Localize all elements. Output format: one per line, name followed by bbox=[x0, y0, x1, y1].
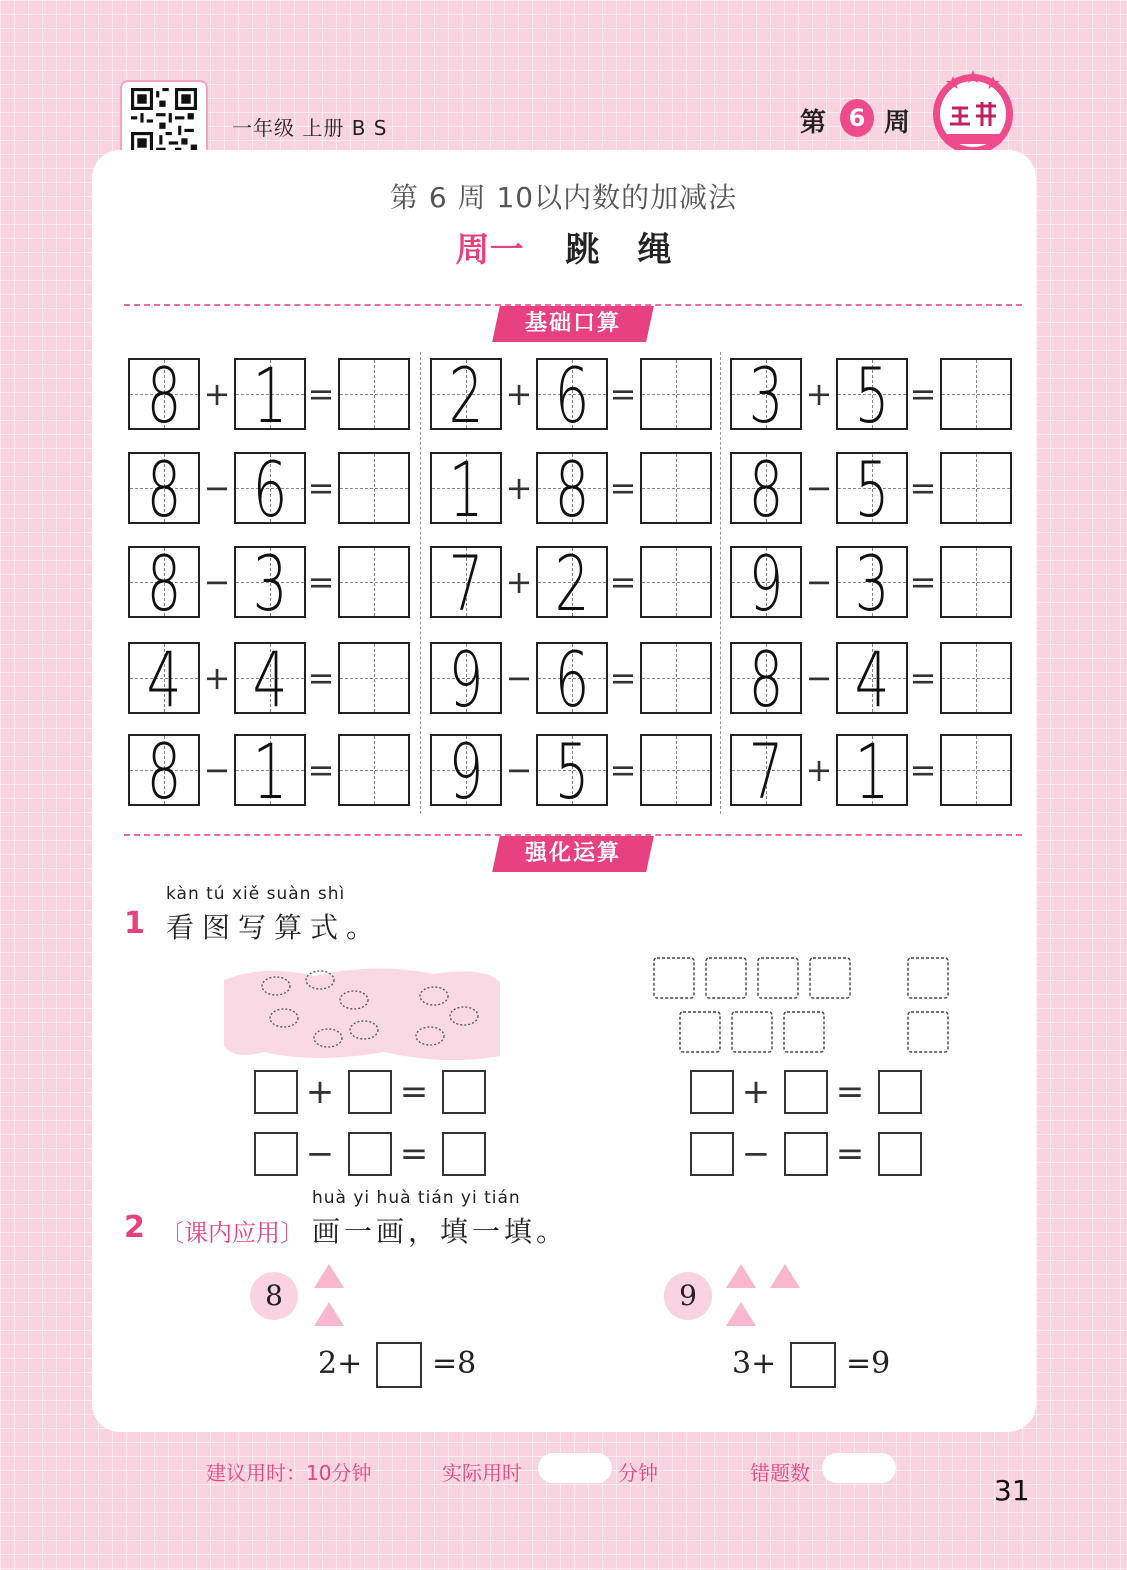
operand-digit: 6 bbox=[554, 635, 590, 724]
equals-sign: = bbox=[909, 563, 937, 601]
operand-digit: 6 bbox=[252, 445, 288, 534]
operand-digit: 5 bbox=[854, 351, 890, 440]
operand-box bbox=[836, 351, 908, 440]
actual-time-input[interactable] bbox=[538, 1453, 612, 1483]
suggested-time: 建议用时：10分钟 bbox=[206, 1461, 372, 1485]
operand-box bbox=[234, 539, 306, 628]
operand-digit: 3 bbox=[748, 351, 784, 440]
operator-sign: + bbox=[805, 751, 833, 789]
operand-digit: 2 bbox=[448, 351, 484, 440]
operand-box bbox=[430, 351, 502, 440]
grade-label: 一年级 上册 B S bbox=[232, 116, 388, 140]
week-number-badge: 6 bbox=[840, 99, 874, 137]
operand-digit: 4 bbox=[146, 635, 182, 724]
error-count-input[interactable] bbox=[822, 1453, 896, 1483]
operator-sign: + bbox=[203, 659, 231, 697]
week-prefix: 第 bbox=[800, 108, 827, 138]
operand-box bbox=[128, 351, 200, 440]
operand-box bbox=[128, 635, 200, 724]
operand-digit: 5 bbox=[554, 727, 590, 816]
operand-digit: 8 bbox=[146, 445, 182, 534]
equals-sign: = bbox=[307, 469, 335, 507]
operand-box bbox=[836, 727, 908, 816]
triangle-icon bbox=[314, 1302, 344, 1326]
q1-number: 1 bbox=[124, 906, 145, 941]
operand-digit: 1 bbox=[252, 727, 288, 816]
operand-digit: 1 bbox=[252, 351, 288, 440]
q2-left-eq-start: 2+ bbox=[318, 1346, 363, 1381]
operand-box bbox=[430, 635, 502, 724]
equals-sign: = bbox=[307, 563, 335, 601]
equals-sign: = bbox=[399, 1072, 429, 1112]
operand-digit: 8 bbox=[146, 539, 182, 628]
equals-sign: = bbox=[307, 659, 335, 697]
calendars-illustration-icon bbox=[648, 952, 960, 1062]
equals-sign: = bbox=[609, 751, 637, 789]
answer-box[interactable] bbox=[442, 1070, 486, 1114]
operator-sign: − bbox=[805, 563, 833, 601]
operand-digit: 7 bbox=[748, 727, 784, 816]
minutes-label: 分钟 bbox=[618, 1461, 658, 1485]
operand-digit: 2 bbox=[554, 539, 590, 628]
plus-sign: + bbox=[741, 1072, 771, 1112]
operand-box bbox=[234, 351, 306, 440]
equals-sign: = bbox=[609, 469, 637, 507]
operand-digit: 9 bbox=[748, 539, 784, 628]
q2-pinyin: huà yi huà tián yi tián bbox=[312, 1188, 521, 1208]
operator-sign: − bbox=[203, 563, 231, 601]
q2-text: 画一画，填一填。 bbox=[312, 1215, 569, 1248]
operand-box bbox=[730, 539, 802, 628]
operand-box bbox=[234, 445, 306, 534]
q1-pinyin: kàn tú xiě suàn shì bbox=[166, 884, 346, 904]
answer-box[interactable] bbox=[690, 1070, 734, 1114]
operand-digit: 1 bbox=[854, 727, 890, 816]
answer-box[interactable] bbox=[338, 358, 410, 430]
minus-sign: − bbox=[741, 1134, 771, 1174]
answer-box[interactable] bbox=[940, 358, 1012, 430]
answer-box[interactable] bbox=[940, 642, 1012, 714]
operand-box bbox=[128, 445, 200, 534]
operator-sign: + bbox=[505, 375, 533, 413]
operand-box bbox=[430, 445, 502, 534]
q1-text: 看图写算式。 bbox=[166, 911, 383, 944]
equals-sign: = bbox=[909, 469, 937, 507]
column-separator bbox=[420, 352, 421, 814]
minus-sign: − bbox=[305, 1134, 335, 1174]
topic-char-1: 跳 bbox=[565, 230, 600, 270]
operand-digit: 8 bbox=[748, 635, 784, 724]
operator-sign: − bbox=[203, 751, 231, 789]
q2-right-answer-box[interactable] bbox=[790, 1342, 836, 1388]
page-number: 31 bbox=[994, 1474, 1030, 1507]
answer-box[interactable] bbox=[640, 642, 712, 714]
operand-digit: 8 bbox=[146, 351, 182, 440]
operand-box bbox=[730, 635, 802, 724]
topic-char-2: 绳 bbox=[637, 230, 672, 270]
answer-box[interactable] bbox=[940, 452, 1012, 524]
answer-box[interactable] bbox=[338, 642, 410, 714]
rabbits-illustration-icon bbox=[224, 956, 500, 1060]
operand-digit: 8 bbox=[554, 445, 590, 534]
operand-box bbox=[234, 727, 306, 816]
operand-box bbox=[730, 445, 802, 534]
q2-right-eq-start: 3+ bbox=[732, 1346, 777, 1381]
equals-sign: = bbox=[909, 751, 937, 789]
answer-box[interactable] bbox=[784, 1132, 828, 1176]
section-badge-advanced: 强化运算 bbox=[492, 836, 654, 872]
operand-box bbox=[730, 351, 802, 440]
operator-sign: − bbox=[203, 469, 231, 507]
operand-box bbox=[536, 727, 608, 816]
operand-digit: 4 bbox=[854, 635, 890, 724]
equals-sign: = bbox=[609, 375, 637, 413]
q2-left-answer-box[interactable] bbox=[376, 1342, 422, 1388]
operand-box bbox=[536, 539, 608, 628]
triangle-icon bbox=[726, 1264, 756, 1288]
week-suffix: 周 bbox=[884, 108, 911, 138]
operand-box bbox=[836, 539, 908, 628]
operand-box bbox=[430, 727, 502, 816]
equals-sign: = bbox=[307, 751, 335, 789]
answer-box[interactable] bbox=[878, 1070, 922, 1114]
operand-digit: 9 bbox=[448, 635, 484, 724]
answer-box[interactable] bbox=[640, 452, 712, 524]
operand-digit: 8 bbox=[146, 727, 182, 816]
answer-box[interactable] bbox=[254, 1070, 298, 1114]
answer-box[interactable] bbox=[254, 1132, 298, 1176]
operand-digit: 8 bbox=[748, 445, 784, 534]
equals-sign: = bbox=[835, 1072, 865, 1112]
equals-sign: = bbox=[609, 563, 637, 601]
operator-sign: − bbox=[505, 751, 533, 789]
operand-box bbox=[836, 635, 908, 724]
triangle-icon bbox=[726, 1302, 756, 1326]
answer-box[interactable] bbox=[348, 1070, 392, 1114]
section-badge-basic: 基础口算 bbox=[492, 306, 654, 342]
answer-box[interactable] bbox=[940, 546, 1012, 618]
equals-sign: = bbox=[399, 1134, 429, 1174]
operand-digit: 4 bbox=[252, 635, 288, 724]
operand-box bbox=[536, 351, 608, 440]
q2-tag: 〔课内应用〕 bbox=[160, 1219, 304, 1247]
answer-box[interactable] bbox=[640, 734, 712, 806]
operand-digit: 3 bbox=[854, 539, 890, 628]
answer-box[interactable] bbox=[940, 734, 1012, 806]
triangle-icon bbox=[314, 1264, 344, 1288]
answer-box[interactable] bbox=[640, 358, 712, 430]
brand-logo-icon bbox=[930, 68, 1016, 158]
answer-box[interactable] bbox=[348, 1132, 392, 1176]
operator-sign: + bbox=[505, 563, 533, 601]
answer-box[interactable] bbox=[442, 1132, 486, 1176]
operator-sign: − bbox=[505, 659, 533, 697]
column-separator bbox=[720, 352, 721, 814]
operand-box bbox=[128, 539, 200, 628]
answer-box[interactable] bbox=[338, 452, 410, 524]
equals-sign: = bbox=[909, 375, 937, 413]
answer-box[interactable] bbox=[690, 1132, 734, 1176]
equals-sign: = bbox=[609, 659, 637, 697]
answer-box[interactable] bbox=[878, 1132, 922, 1176]
answer-box[interactable] bbox=[338, 546, 410, 618]
actual-time-label: 实际用时 bbox=[442, 1461, 522, 1485]
operand-digit: 5 bbox=[854, 445, 890, 534]
operand-digit: 9 bbox=[448, 727, 484, 816]
lesson-subtitle bbox=[0, 222, 1127, 271]
operand-box bbox=[536, 445, 608, 534]
operator-sign: − bbox=[805, 469, 833, 507]
q2-number: 2 bbox=[124, 1210, 145, 1245]
page-title: 第 6 周 10以内数的加减法 bbox=[389, 181, 738, 214]
answer-box[interactable] bbox=[784, 1070, 828, 1114]
operator-sign: + bbox=[805, 375, 833, 413]
operand-digit: 6 bbox=[554, 351, 590, 440]
operand-box bbox=[536, 635, 608, 724]
equals-sign: = bbox=[307, 375, 335, 413]
q2-right-target: 9 bbox=[664, 1272, 712, 1320]
operator-sign: + bbox=[203, 375, 231, 413]
day-label: 周一 bbox=[455, 230, 524, 270]
q2-left-eq-end: =8 bbox=[432, 1346, 477, 1381]
equals-sign: = bbox=[835, 1134, 865, 1174]
answer-box[interactable] bbox=[338, 734, 410, 806]
triangle-icon bbox=[770, 1264, 800, 1288]
operand-box bbox=[234, 635, 306, 724]
answer-box[interactable] bbox=[640, 546, 712, 618]
operand-digit: 7 bbox=[448, 539, 484, 628]
plus-sign: + bbox=[305, 1072, 335, 1112]
operand-box bbox=[430, 539, 502, 628]
operand-digit: 1 bbox=[448, 445, 484, 534]
error-count-label: 错题数 bbox=[750, 1461, 810, 1485]
operator-sign: + bbox=[505, 469, 533, 507]
operand-box bbox=[128, 727, 200, 816]
q2-left-target: 8 bbox=[250, 1272, 298, 1320]
operand-box bbox=[730, 727, 802, 816]
operand-box bbox=[836, 445, 908, 534]
operator-sign: − bbox=[805, 659, 833, 697]
q2-right-eq-end: =9 bbox=[846, 1346, 891, 1381]
qr-code-icon bbox=[130, 88, 198, 154]
equals-sign: = bbox=[909, 659, 937, 697]
operand-digit: 3 bbox=[252, 539, 288, 628]
